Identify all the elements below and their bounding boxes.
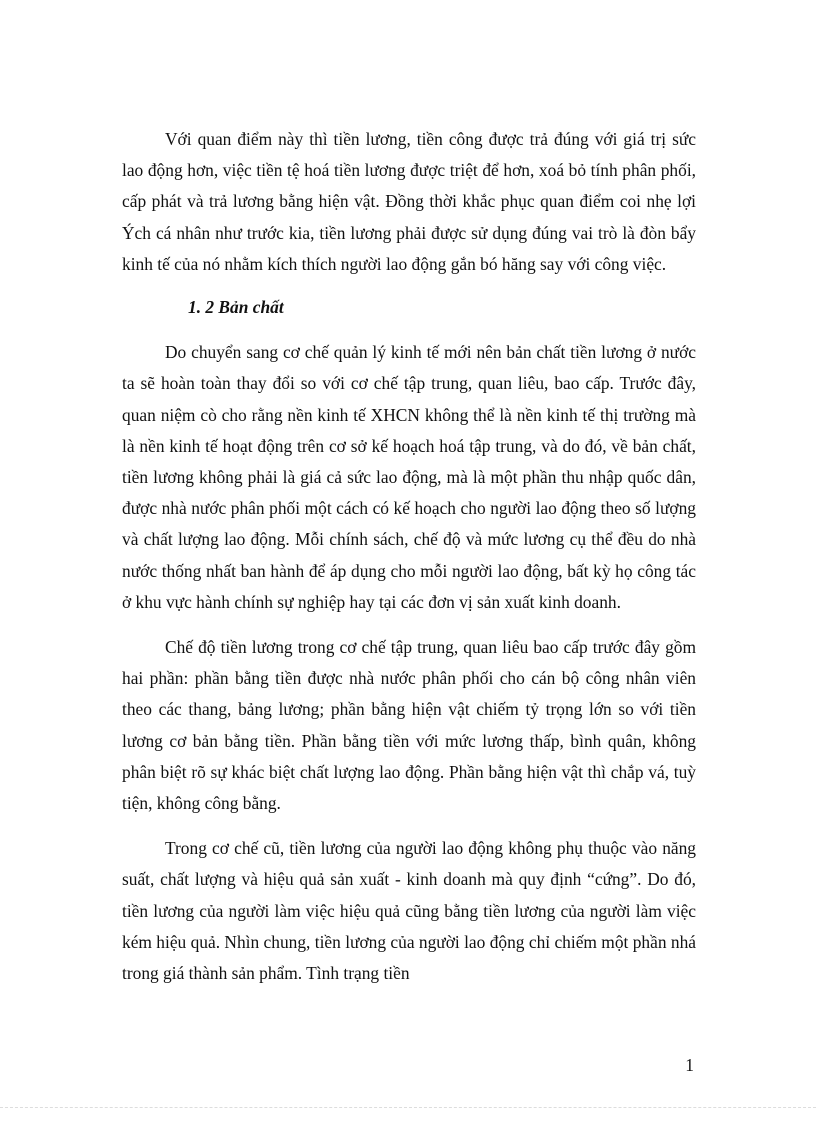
paragraph-1: Với quan điểm này thì tiền lương, tiền công được trả đúng với giá trị sức lao động hơn, việc tiền tệ hoá tiền lương được triệt để hơn, xoá bỏ tính phân phối, cấp phát và trả lương bằng hiện vật. Đồng thời khắc phục quan điểm coi nhẹ lợi Ých cá nhân như trước kia, tiền lương phải được sử dụng đúng vai trò là đòn bẩy kinh tế của nó nhằm kích thích người lao động gắn bó hăng say với công việc. [122, 129, 696, 274]
page-bottom-rule [0, 1107, 816, 1108]
paragraph-2: Do chuyển sang cơ chế quản lý kinh tế mới nên bản chất tiền lương ở nước ta sẽ hoàn toàn thay đổi so với cơ chế tập trung, quan liêu, bao cấp. Trước đây, quan niệm cò cho rằng nền kinh tế XHCN không thể là nền kinh tế thị trường mà là nền kinh tế hoạt động trên cơ sở kế hoạch hoá tập trung, và do đó, về bản chất, tiền lương không phải là giá cả sức lao động, mà là một phần thu nhập quốc dân, được nhà nước phân phối một cách có kế hoạch cho người lao động theo số lượng và chất lượng lao động. Mỗi chính sách, chế độ và mức lương cụ thể đều do nhà nước thống nhất ban hành để áp dụng cho mỗi người lao động, bất kỳ họ công tác ở khu vực hành chính sự nghiệp hay tại các đơn vị sản xuất kinh doanh. [122, 342, 696, 612]
section-heading: 1. 2 Bản chất [188, 297, 284, 318]
paragraph-3: Chế độ tiền lương trong cơ chế tập trung, quan liêu bao cấp trước đây gồm hai phần: phần bằng tiền được nhà nước phân phối cho cán bộ công nhân viên theo các thang, bảng lương; phần bằng hiện vật chiếm tỷ trọng lớn so với tiền lương cơ bản bằng tiền. Phần bằng tiền với mức lương thấp, bình quân, không phân biệt rõ sự khác biệt chất lượng lao động. Phần bằng hiện vật thì chắp vá, tuỳ tiện, không công bằng. [122, 637, 696, 814]
page-number: 1 [685, 1055, 694, 1075]
paragraph-4: Trong cơ chế cũ, tiền lương của người lao động không phụ thuộc vào năng suất, chất lượng và hiệu quả sản xuất - kinh doanh mà quy định “cứng”. Do đó, tiền lương của người làm việc hiệu quả cũng bằng tiền lương của người làm việc kém hiệu quả. Nhìn chung, tiền lương của người lao động chỉ chiếm một phần nhá trong giá thành sản phẩm. Tình trạng tiền [122, 838, 696, 984]
document-body [122, 124, 696, 989]
